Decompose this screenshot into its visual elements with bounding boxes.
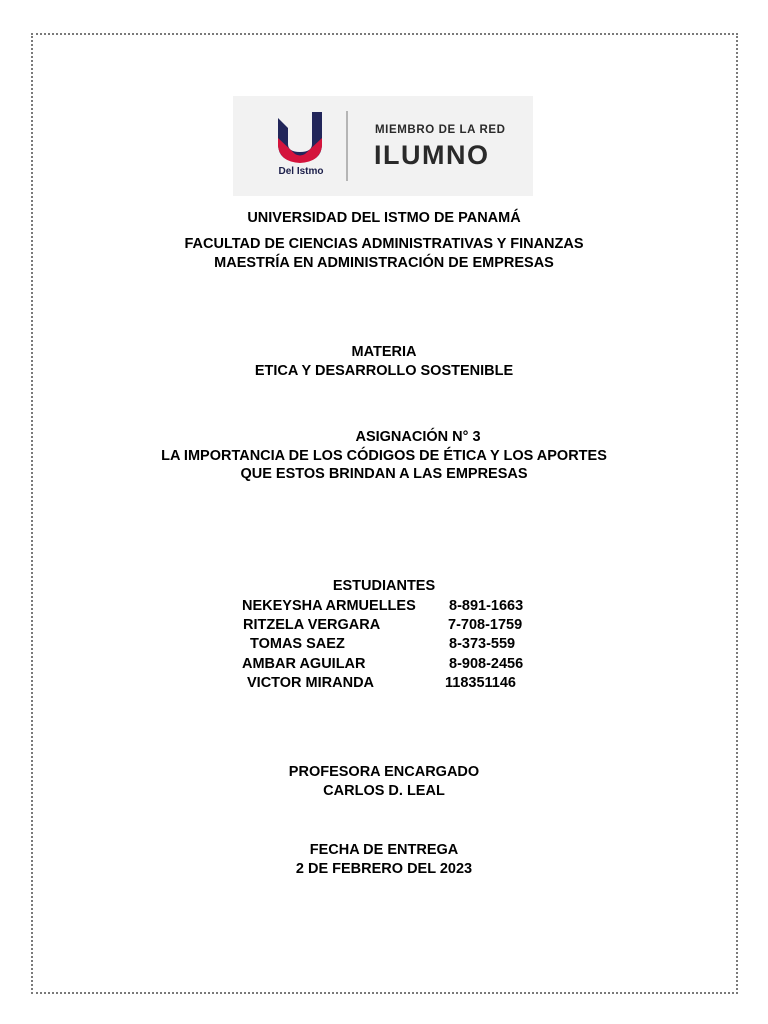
professor-label: PROFESORA ENCARGADO: [288, 764, 480, 780]
logo-member-text: MIEMBRO DE LA RED: [375, 124, 506, 136]
assignment-title-line2: QUE ESTOS BRINDAN A LAS EMPRESAS: [240, 466, 528, 482]
logo-divider: [346, 111, 348, 181]
student-name: RITZELA VERGARA: [243, 617, 381, 633]
student-name: NEKEYSHA ARMUELLES: [242, 598, 416, 614]
delivery-label: FECHA DE ENTREGA: [309, 842, 459, 858]
delivery-date: 2 DE FEBRERO DEL 2023: [295, 861, 473, 877]
faculty-name: FACULTAD DE CIENCIAS ADMINISTRATIVAS Y FINANZAS: [184, 236, 584, 252]
program-name: MAESTRÍA EN ADMINISTRACIÓN DE EMPRESAS: [214, 255, 554, 271]
student-name: AMBAR AGUILAR: [242, 656, 366, 672]
student-row: [0, 655, 768, 674]
student-id: 118351146: [445, 675, 516, 691]
student-id: 8-908-2456: [449, 656, 524, 672]
student-id: 8-891-1663: [449, 598, 524, 614]
university-logo: [233, 96, 533, 196]
students-label: ESTUDIANTES: [332, 578, 436, 594]
logo-network-text: ILUMNO: [374, 140, 490, 170]
student-id: 7-708-1759: [448, 617, 523, 633]
student-row: [0, 597, 768, 616]
student-row: [0, 674, 768, 693]
subject-name: ETICA Y DESARROLLO SOSTENIBLE: [254, 363, 514, 379]
assignment-label: ASIGNACIÓN N° 3: [355, 429, 481, 445]
subject-label: MATERIA: [351, 344, 417, 360]
student-row: [0, 616, 768, 635]
u-logo-icon: [275, 110, 325, 166]
student-name: VICTOR MIRANDA: [247, 675, 375, 691]
university-name: UNIVERSIDAD DEL ISTMO DE PANAMÁ: [247, 210, 521, 226]
student-row: [0, 635, 768, 654]
professor-name: CARLOS D. LEAL: [323, 783, 445, 799]
logo-brand-text: Del Istmo: [278, 166, 324, 177]
student-id: 8-373-559: [449, 636, 516, 652]
student-name: TOMAS SAEZ: [250, 636, 345, 652]
assignment-title-line1: LA IMPORTANCIA DE LOS CÓDIGOS DE ÉTICA Y LOS APORTES: [161, 448, 607, 464]
